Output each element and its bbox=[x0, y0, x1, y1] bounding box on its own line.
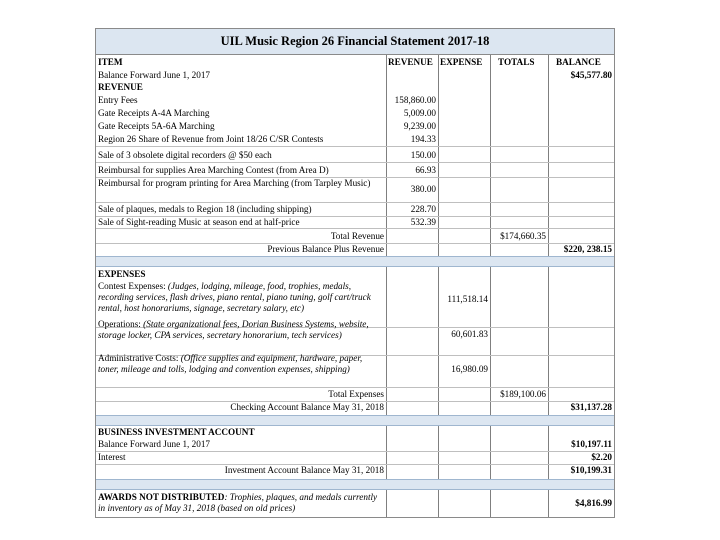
revenue-item-label: Sale of plaques, medals to Region 18 (including shipping) bbox=[98, 204, 312, 214]
revenue-item-amount: 150.00 bbox=[410, 150, 436, 160]
section-separator-band bbox=[96, 415, 614, 426]
investment-interest-value: $2.20 bbox=[591, 452, 612, 462]
revenue-item-amount: 5,009.00 bbox=[403, 108, 436, 118]
column-header-revenue: REVENUE bbox=[388, 57, 433, 67]
row-divider bbox=[96, 202, 614, 203]
investment-heading: BUSINESS INVESTMENT ACCOUNT bbox=[98, 427, 255, 437]
expense-item-label: Contest Expenses: bbox=[98, 281, 166, 291]
revenue-heading: REVENUE bbox=[98, 82, 143, 92]
expense-item-description bbox=[98, 281, 383, 314]
previous-plus-revenue-label: Previous Balance Plus Revenue bbox=[267, 244, 384, 254]
row-divider bbox=[96, 451, 614, 452]
revenue-item-amount: 194.33 bbox=[410, 134, 436, 144]
expense-item-amount: 111,518.14 bbox=[447, 294, 488, 304]
total-revenue-label: Total Revenue bbox=[330, 231, 384, 241]
financial-statement-sheet bbox=[95, 28, 615, 518]
investment-forward-value: $10,197.11 bbox=[571, 439, 612, 449]
revenue-item-label: Reimbursal for program printing for Area Marching (from Tarpley Music) bbox=[98, 178, 371, 188]
expense-item-detail: (Judges, lodging, mileage, food, trophies, medals, recording services, flash drives, piano rental, piano tuning, golf cart/truck rental, host honorariums, signage, secretary salary, etc) bbox=[98, 281, 371, 313]
revenue-item-amount: 380.00 bbox=[410, 184, 436, 194]
total-revenue-value: $174,660.35 bbox=[500, 231, 546, 241]
checking-balance-value: $31,137.28 bbox=[570, 402, 612, 412]
row-divider bbox=[96, 146, 614, 147]
awards-label: AWARDS NOT DISTRIBUTED bbox=[98, 492, 225, 502]
revenue-item-label: Region 26 Share of Revenue from Joint 18/26 C/SR Contests bbox=[98, 134, 324, 144]
balance-forward-value: $45,577.80 bbox=[570, 70, 612, 80]
revenue-item-label: Gate Receipts 5A-6A Marching bbox=[98, 121, 215, 131]
previous-plus-revenue-value: $220, 238.15 bbox=[563, 244, 612, 254]
row-divider bbox=[96, 162, 614, 163]
expense-item-detail: (Office supplies and equipment, hardware, paper, toner, mileage and tolls, lodging and convention expenses, shipping) bbox=[98, 353, 363, 374]
total-expenses-label: Total Expenses bbox=[328, 389, 384, 399]
column-header-item: ITEM bbox=[98, 57, 123, 67]
expense-item-amount: 60,601.83 bbox=[451, 329, 488, 339]
expense-item-amount: 16,980.09 bbox=[451, 364, 488, 374]
expense-item-description bbox=[98, 319, 383, 341]
revenue-item-label: Reimbursal for supplies Area Marching Contest (from Area D) bbox=[98, 165, 329, 175]
investment-forward-label: Balance Forward June 1, 2017 bbox=[98, 439, 211, 449]
revenue-item-label: Entry Fees bbox=[98, 95, 138, 105]
awards-detail: : Trophies, plaques, and medals currently in inventory as of May 31, 2018 (based on old prices) bbox=[98, 492, 378, 513]
revenue-item-amount: 532.39 bbox=[410, 217, 436, 227]
expense-item-detail: (State organizational fees, Dorian Business Systems, website, storage locker, CPA services, secretary honorarium, tech services) bbox=[98, 319, 369, 340]
row-divider bbox=[96, 387, 614, 388]
statement-title: UIL Music Region 26 Financial Statement 2017-18 bbox=[96, 28, 614, 55]
row-divider bbox=[96, 228, 614, 229]
section-separator-band bbox=[96, 256, 614, 267]
col-divider bbox=[438, 55, 439, 263]
column-header-totals: TOTALS bbox=[498, 57, 535, 67]
investment-interest-label: Interest bbox=[98, 452, 126, 462]
awards-description bbox=[98, 492, 383, 514]
revenue-item-amount: 228.70 bbox=[410, 204, 436, 214]
awards-value: $4,816.99 bbox=[575, 498, 612, 508]
revenue-item-label: Sale of Sight-reading Music at season end at half-price bbox=[98, 217, 300, 227]
total-expenses-value: $189,100.06 bbox=[500, 389, 546, 399]
investment-balance-label: Investment Account Balance May 31, 2018 bbox=[224, 465, 384, 475]
section-separator-band bbox=[96, 479, 614, 490]
checking-balance-label: Checking Account Balance May 31, 2018 bbox=[230, 402, 384, 412]
bottom-border bbox=[96, 517, 614, 518]
expense-item-description bbox=[98, 353, 383, 375]
expense-item-label: Administrative Costs: bbox=[98, 353, 179, 363]
revenue-item-amount: 9,239.00 bbox=[403, 121, 436, 131]
col-divider bbox=[490, 55, 491, 518]
investment-balance-value: $10,199.31 bbox=[570, 465, 612, 475]
expenses-heading: EXPENSES bbox=[98, 269, 146, 279]
balance-forward-label: Balance Forward June 1, 2017 bbox=[98, 70, 211, 80]
expense-item-label: Operations: bbox=[98, 319, 141, 329]
revenue-item-label: Gate Receipts A-4A Marching bbox=[98, 108, 210, 118]
revenue-item-label: Sale of 3 obsolete digital recorders @ $50 each bbox=[98, 150, 272, 160]
column-header-expense: EXPENSE bbox=[440, 57, 483, 67]
column-header-balance: BALANCE bbox=[556, 57, 601, 67]
revenue-item-amount: 66.93 bbox=[415, 165, 436, 175]
revenue-item-amount: 158,860.00 bbox=[394, 95, 436, 105]
